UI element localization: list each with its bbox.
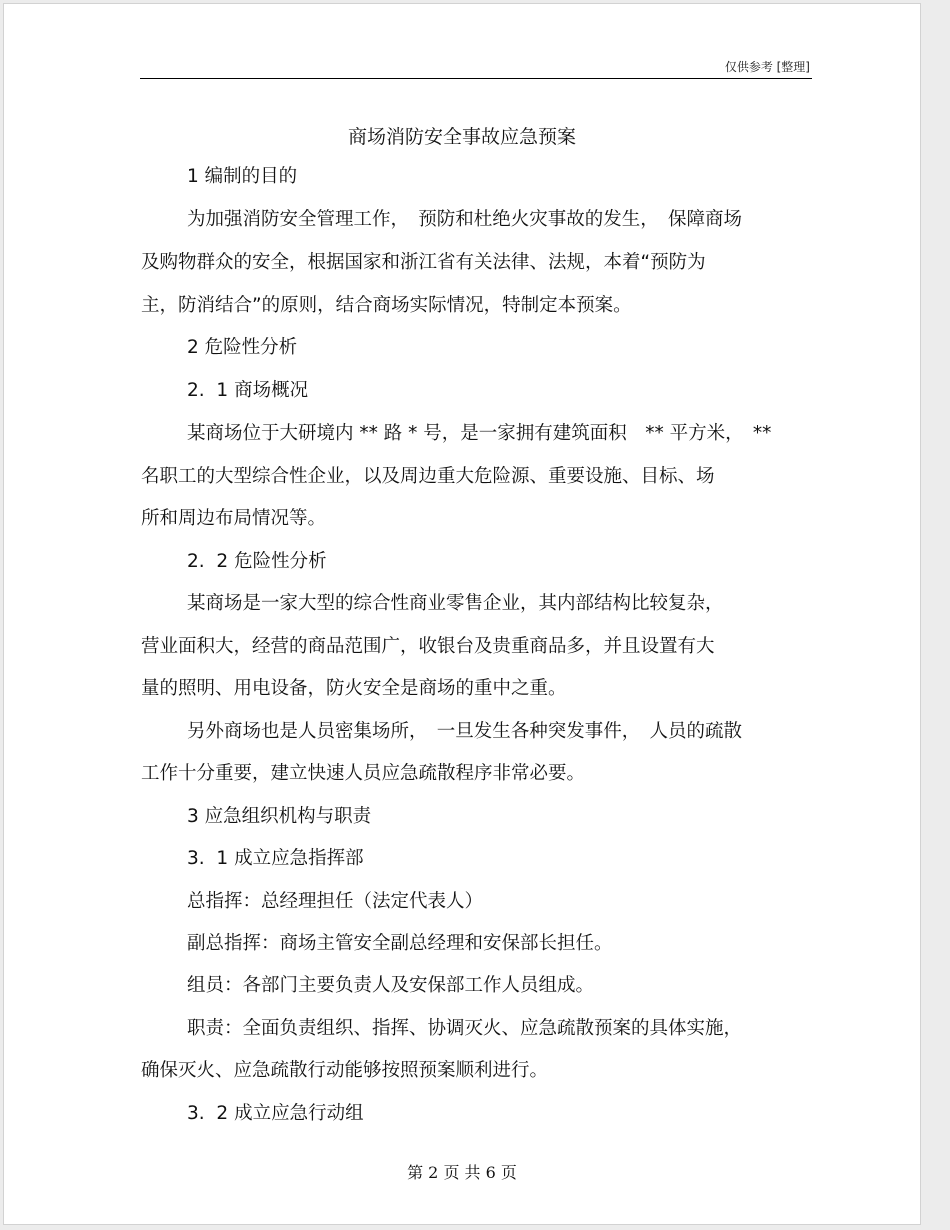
paragraph-line: 总指挥：总经理担任（法定代表人） — [187, 891, 484, 912]
paragraph-line: 职责：全面负责组织、指挥、协调灭火、应急疏散预案的具体实施， — [187, 1018, 743, 1039]
paragraph-line: 确保灭火、应急疏散行动能够按照预案顺利进行。 — [141, 1060, 549, 1081]
subsection-heading-3-2: 3. 2 成立应急行动组 — [187, 1103, 364, 1124]
paragraph-line: 另外商场也是人员密集场所， 一旦发生各种突发事件， 人员的疏散 — [187, 721, 743, 742]
paragraph-line: 量的照明、用电设备，防火安全是商场的重中之重。 — [141, 678, 567, 699]
page-number-footer: 第 2 页 共 6 页 — [407, 1163, 517, 1182]
document-title: 商场消防安全事故应急预案 — [347, 126, 576, 148]
paragraph-line: 主，防消结合”的原则，结合商场实际情况，特制定本预案。 — [141, 295, 632, 316]
paragraph-line: 为加强消防安全管理工作， 预防和杜绝火灾事故的发生， 保障商场 — [187, 209, 743, 230]
section-heading-3: 3 应急组织机构与职责 — [187, 806, 372, 827]
paragraph-line: 工作十分重要，建立快速人员应急疏散程序非常必要。 — [141, 763, 586, 784]
paragraph-line: 所和周边布局情况等。 — [141, 508, 327, 529]
section-heading-2: 2 危险性分析 — [187, 337, 298, 358]
paragraph-line: 名职工的大型综合性企业，以及周边重大危险源、重要设施、目标、场 — [141, 466, 715, 487]
paragraph-line: 组员：各部门主要负责人及安保部工作人员组成。 — [187, 975, 595, 996]
paragraph-line: 某商场是一家大型的综合性商业零售企业，其内部结构比较复杂， — [187, 593, 724, 614]
document-page — [3, 3, 921, 1225]
section-heading-1: 1 编制的目的 — [187, 166, 298, 187]
subsection-heading-2-2: 2. 2 危险性分析 — [187, 551, 327, 572]
subsection-heading-3-1: 3. 1 成立应急指挥部 — [187, 848, 364, 869]
paragraph-line: 及购物群众的安全，根据国家和浙江省有关法律、法规，本着“预防为 — [141, 252, 706, 273]
paragraph-line: 营业面积大，经营的商品范围广，收银台及贵重商品多，并且设置有大 — [141, 636, 715, 657]
paragraph-line: 副总指挥：商场主管安全副总经理和安保部长担任。 — [187, 933, 613, 954]
header-note: 仅供参考 [整理] — [724, 60, 810, 74]
paragraph-line: 某商场位于大研境内 ** 路 * 号，是一家拥有建筑面积 ** 平方米， ** — [187, 423, 772, 444]
header-rule — [140, 78, 812, 79]
subsection-heading-2-1: 2. 1 商场概况 — [187, 380, 309, 401]
